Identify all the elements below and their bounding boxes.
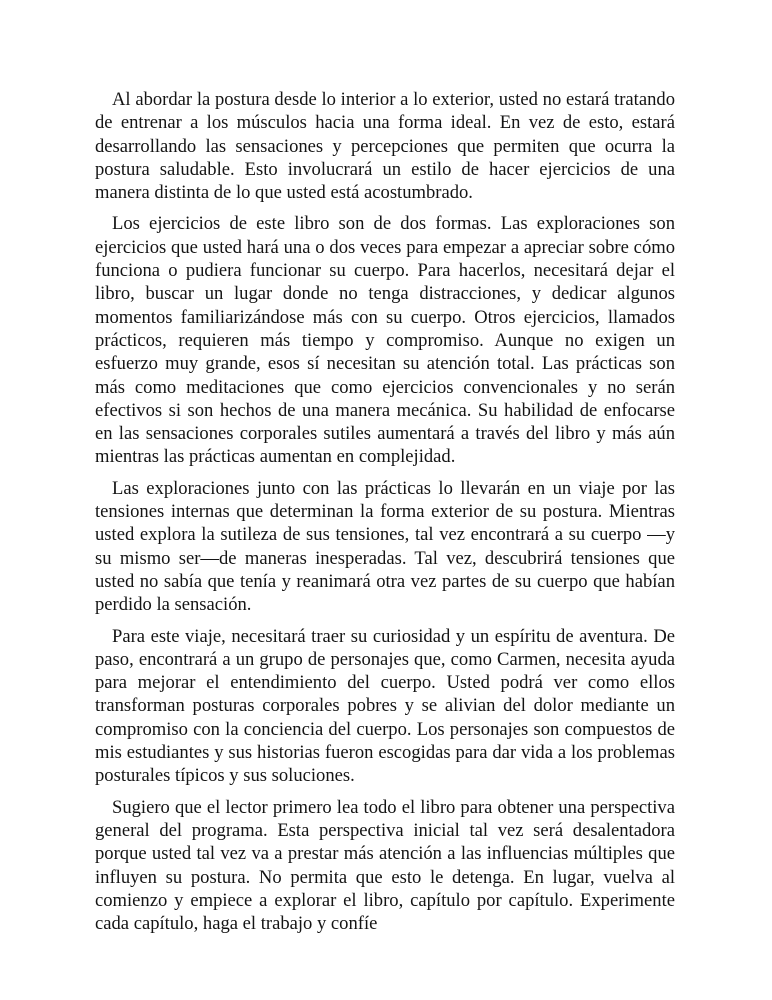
paragraph-2: Los ejercicios de este libro son de dos formas. Las exploraciones son ejercicios que usted hará una o dos veces para empezar a apreciar sobre cómo funciona o pudiera funcionar su cuerpo. Para hacerlos, necesitará dejar el libro, buscar un lugar donde no tenga distracciones, y dedicar algunos momentos familiarizándose más con su cuerpo. Otros ejercicios, llamados prácticos, requieren más tiempo y compromiso. Aunque no exigen un esfuerzo muy grande, esos sí necesitan su atención total. Las prácticas son más como meditaciones que como ejercicios convencionales y no serán efectivos si son hechos de una manera mecánica. Su habilidad de enfocarse en las sensaciones corporales sutiles aumentará a través del libro y más aún mientras las prácticas aumentan en complejidad. (95, 213, 675, 468)
paragraph-1: Al abordar la postura desde lo interior a lo exterior, usted no estará tratando de entrenar a los músculos hacia una forma ideal. En vez de esto, estará desarrollando las sensaciones y percepciones que permiten que ocurra la postura saludable. Esto involucrará un estilo de hacer ejercicios de una manera distinta de lo que usted está acostumbrado. (95, 89, 675, 204)
paragraph-3: Las exploraciones junto con las prácticas lo llevarán en un viaje por las tensiones internas que determinan la forma exterior de su postura. Mientras usted explora la sutileza de sus tensiones, tal vez encontrará a su cuerpo —y su mismo ser—de maneras inesperadas. Tal vez, descubrirá tensiones que usted no sabía que tenía y reanimará otra vez partes de su cuerpo que habían perdido la sensación. (95, 477, 675, 616)
paragraph-4: Para este viaje, necesitará traer su curiosidad y un espíritu de aventura. De paso, encontrará a un grupo de personajes que, como Carmen, necesita ayuda para mejorar el entendimiento del cuerpo. Usted podrá ver como ellos transforman posturas corporales pobres y se alivian del dolor mediante un compromiso con la conciencia del cuerpo. Los personajes son compuestos de mis estudiantes y sus historias fueron escogidas para dar vida a los problemas posturales típicos y sus soluciones. (95, 625, 675, 787)
paragraph-5: Sugiero que el lector primero lea todo el libro para obtener una perspectiva general del programa. Esta perspectiva inicial tal vez será desalentadora porque usted tal vez va a prestar más atención a las influencias múltiples que influyen su postura. No permita que esto le detenga. En lugar, vuelva al comienzo y empiece a explorar el libro, capítulo por capítulo. Experimente cada capítulo, haga el trabajo y confíe (95, 796, 675, 935)
body-text (95, 88, 675, 943)
